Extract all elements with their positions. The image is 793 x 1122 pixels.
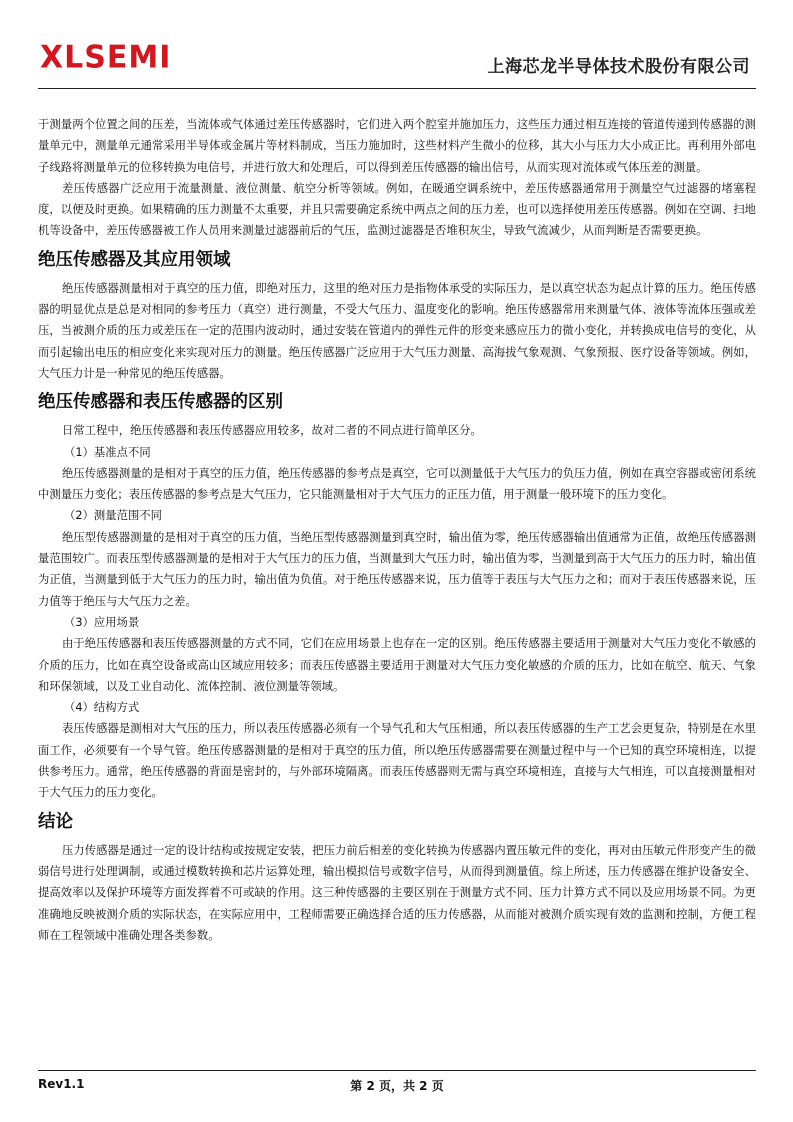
- paragraph: 表压传感器是测相对大气压的压力，所以表压传感器必须有一个导气孔和大气压相通，所以表压传感器的生产工艺会更复杂，特别是在水里面工作，必须要有一个导气管。绝压传感器测量的是相对于真空的压力值，所以绝压传感器需要在测量过程中与一个已知的真空环境相连，以提供参考压力。通常，绝压传感器的背面是密封的，与外部环境隔离。而表压传感器则无需与真空环境相连，直接与大气相连，可以直接测量相对于大气压力的压力变化。: [38, 722, 756, 800]
- section-heading: 绝压传感器及其应用领域: [38, 249, 231, 270]
- list-item-title: （1）基准点不同: [64, 445, 151, 459]
- company-logo: XLSEMI: [40, 39, 172, 76]
- paragraph: 由于绝压传感器和表压传感器测量的方式不同，它们在应用场景上也存在一定的区别。绝压传感器主要适用于测量对大气压力变化不敏感的介质的压力，比如在真空设备或高山区域应用较多；而表压传感器主要适用于测量对大气压力变化敏感的介质的压力，比如在航空、航天、气象和环保领域，以及工业自动化、流体控制、液位测量等领域。: [38, 637, 756, 693]
- page-header: [38, 38, 756, 89]
- paragraph: 绝压型传感器测量的是相对于真空的压力值，当绝压型传感器测量到真空时，输出值为零，绝压传感器输出值通常为正值，故绝压传感器测量范围较广。而表压型传感器测量的是相对于大气压力的压力值，当测量到大气压力时，输出值为零，当测量到高于大气压力的压力时，输出值为正值，当测量到低于大气压力的压力时，输出值为负值。对于绝压传感器来说，压力值等于表压与大气压力之和；而对于表压传感器来说，压力值等于绝压与大气压力之差。: [38, 530, 756, 608]
- paragraph: 压力传感器是通过一定的设计结构或按规定安装，把压力前后相差的变化转换为传感器内置压敏元件的变化，再对由压敏元件形变产生的微弱信号进行处理调制，或通过模数转换和芯片运算处理，输出模拟信号或数字信号，从而得到测量值。综上所述，压力传感器在维护设备安全、提高效率以及保护环境等方面发挥着不可或缺的作用。这三种传感器的主要区别在于测量方式不同、压力计算方式不同以及应用场景不同。为更准确地反映被测介质的实际状态，在实际应用中，工程师需要正确选择合适的压力传感器，从而能对被测介质实现有效的监测和控制，方便工程师在工程领域中准确处理各类参数。: [38, 843, 756, 942]
- paragraph: 绝压传感器测量的是相对于真空的压力值，绝压传感器的参考点是真空，它可以测量低于大气压力的负压力值，例如在真空容器或密闭系统中测量压力变化；表压传感器的参考点是大气压力，它只能测量相对于大气压力的正压力值，用于测量一般环境下的压力变化。: [38, 466, 756, 502]
- list-item-title: （3）应用场景: [64, 615, 140, 629]
- list-item-title: （4）结构方式: [64, 701, 140, 715]
- page-number: 第 2 页，共 2 页: [350, 1079, 444, 1093]
- list-item-title: （2）测量范围不同: [64, 509, 163, 523]
- paragraph: 于测量两个位置之间的压差，当流体或气体通过差压传感器时，它们进入两个腔室并施加压力，这些压力通过相互连接的管道传递到传感器的测量单元中，测量单元通常采用半导体或金属片等材料制成，当压力施加时，这些材料产生微小的位移，其大小与压力大小成正比。再利用外部电子线路将测量单元的位移转换为电信号，并进行放大和处理后，可以得到差压传感器的输出信号，从而实现对流体或气体压差的测量。: [38, 118, 756, 174]
- revision-label: Rev1.1: [38, 1077, 85, 1091]
- company-name: 上海芯龙半导体技术股份有限公司: [487, 57, 750, 77]
- section-heading: 结论: [38, 811, 73, 832]
- section-heading: 绝压传感器和表压传感器的区别: [38, 392, 283, 413]
- paragraph: 绝压传感器测量相对于真空的压力值，即绝对压力，这里的绝对压力是指物体承受的实际压力，是以真空状态为起点计算的压力。绝压传感器的明显优点是总是对相同的参考压力（真空）进行测量，不受大气压力、温度变化的影响。绝压传感器常用来测量气体、液体等流体压强或差压，当被测介质的压力或差压在一定的范围内波动时，通过安装在管道内的弹性元件的形变来感应压力的微小变化，并转换成电信号的变化，从而引起输出电压的相应变化来实现对压力的测量。绝压传感器广泛应用于大气压力测量、高海拔气象观测、气象预报、医疗设备等领域。例如，大气压力计是一种常见的绝压传感器。: [38, 281, 756, 380]
- paragraph: 日常工程中，绝压传感器和表压传感器应用较多，故对二者的不同点进行简单区分。: [62, 424, 482, 438]
- document-body: [38, 114, 756, 946]
- paragraph: 差压传感器广泛应用于流量测量、液位测量、航空分析等领域。例如，在暖通空调系统中，差压传感器通常用于测量空气过滤器的堵塞程度，以便及时更换。如果精确的压力测量不太重要，并且只需要确定系统中两点之间的压力差，也可以选择使用差压传感器。例如在空调、扫地机等设备中，差压传感器被工作人员用来测量过滤器前后的气压，监测过滤器是否堆积灰尘，导致气流减少，从而判断是否需要更换。: [38, 181, 756, 238]
- page-footer: [38, 1070, 756, 1097]
